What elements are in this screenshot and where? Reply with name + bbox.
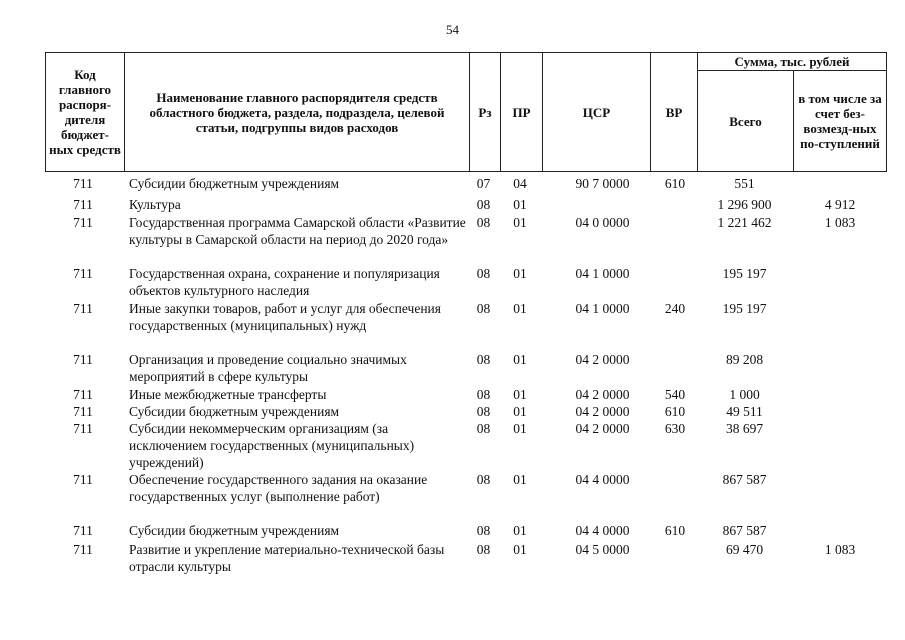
cell-csr: 90 7 0000	[575, 176, 630, 191]
cell-vr: 240	[664, 301, 686, 316]
cell-code: 711	[73, 197, 93, 212]
cell-rz: 08	[476, 404, 491, 419]
cell-code: 711	[73, 523, 93, 538]
cell-code: 711	[73, 404, 93, 419]
col-border	[45, 52, 46, 172]
cell-total: 195 197	[722, 266, 767, 281]
page-number: 54	[446, 22, 459, 37]
cell-total: 195 197	[722, 301, 767, 316]
cell-code: 711	[73, 266, 93, 281]
cell-name: Государственная охрана, сохранение и популяризация объектов культурного наследия	[129, 266, 440, 298]
cell-csr: 04 2 0000	[575, 404, 630, 419]
cell-rz: 08	[476, 523, 491, 538]
cell-csr: 04 0 0000	[575, 215, 630, 230]
cell-grants: 1 083	[824, 215, 856, 230]
cell-code: 711	[73, 542, 93, 557]
cell-csr: 04 2 0000	[575, 352, 630, 367]
cell-pr: 01	[513, 472, 527, 487]
header-csr: ЦСР	[582, 104, 611, 120]
cell-rz: 08	[476, 387, 491, 402]
cell-total: 89 208	[725, 352, 764, 367]
cell-code: 711	[73, 387, 93, 402]
cell-total: 551	[734, 176, 755, 191]
table-row	[45, 386, 887, 403]
table-row	[45, 403, 887, 420]
cell-code: 711	[73, 301, 93, 316]
cell-total: 49 511	[726, 404, 763, 419]
cell-csr: 04 4 0000	[575, 523, 630, 538]
cell-code: 711	[73, 176, 93, 191]
col-border	[886, 52, 887, 172]
cell-csr: 04 1 0000	[575, 301, 630, 316]
header-pr: ПР	[512, 104, 531, 120]
cell-csr: 04 1 0000	[575, 266, 630, 281]
cell-rz: 07	[476, 176, 491, 191]
cell-pr: 01	[513, 523, 527, 538]
cell-rz: 08	[476, 215, 491, 230]
table-row	[45, 175, 887, 193]
cell-name: Субсидии бюджетным учреждениям	[129, 176, 340, 191]
cell-csr: 04 2 0000	[575, 421, 630, 436]
cell-rz: 08	[476, 421, 491, 436]
cell-rz: 08	[476, 352, 491, 367]
cell-pr: 04	[513, 176, 527, 191]
cell-code: 711	[73, 352, 93, 367]
table-row	[45, 420, 887, 471]
header-rz: Рз	[478, 104, 492, 120]
header-bottom-border	[45, 171, 887, 172]
header-total: Всего	[729, 113, 762, 129]
cell-name: Субсидии бюджетным учреждениям	[129, 404, 340, 419]
cell-rz: 08	[476, 266, 491, 281]
cell-code: 711	[73, 472, 93, 487]
cell-grants: 4 912	[824, 197, 856, 212]
cell-name: Государственная программа Самарской области «Развитие культуры в Самарской области на период до 2020 года»	[129, 215, 466, 247]
cell-vr: 610	[664, 523, 686, 538]
cell-total: 867 587	[722, 523, 767, 538]
cell-pr: 01	[513, 421, 527, 436]
col-border	[124, 52, 125, 172]
table-row	[45, 214, 887, 265]
cell-rz: 08	[476, 472, 491, 487]
header-name: Наименование главного распорядителя средств областного бюджета, раздела, подраздела, целевой статьи, подгруппы видов расходов	[149, 89, 445, 135]
table-header	[45, 52, 887, 172]
table-row	[45, 300, 887, 351]
table-row	[45, 265, 887, 300]
cell-pr: 01	[513, 352, 527, 367]
cell-csr: 04 2 0000	[575, 387, 630, 402]
cell-total: 38 697	[725, 421, 764, 436]
table-row	[45, 541, 887, 576]
cell-total: 1 000	[729, 387, 760, 402]
cell-pr: 01	[513, 542, 527, 557]
cell-vr: 610	[664, 176, 686, 191]
cell-csr: 04 4 0000	[575, 472, 630, 487]
cell-pr: 01	[513, 387, 527, 402]
cell-code: 711	[73, 215, 93, 230]
cell-name: Иные закупки товаров, работ и услуг для обеспечения государственных (муниципальных) нужд	[129, 301, 441, 333]
table-row	[45, 471, 887, 522]
cell-rz: 08	[476, 301, 491, 316]
cell-name: Развитие и укрепление материально-технической базы отрасли культуры	[129, 542, 445, 574]
cell-total: 69 470	[725, 542, 764, 557]
header-grants: в том числе за счет без-возмезд-ных по-ступлений	[798, 91, 882, 151]
header-sum: Сумма, тыс. рублей	[734, 53, 850, 69]
cell-name: Организация и проведение социально значимых мероприятий в сфере культуры	[129, 352, 407, 384]
cell-pr: 01	[513, 197, 527, 212]
cell-pr: 01	[513, 266, 527, 281]
cell-total: 1 221 462	[717, 215, 772, 230]
cell-total: 867 587	[722, 472, 767, 487]
cell-name: Иные межбюджетные трансферты	[129, 387, 327, 402]
cell-pr: 01	[513, 215, 527, 230]
cell-pr: 01	[513, 404, 527, 419]
cell-pr: 01	[513, 301, 527, 316]
header-code: Код главного распоря-дителя бюджет-ных средств	[49, 67, 121, 157]
cell-vr: 630	[664, 421, 686, 436]
cell-vr: 610	[664, 404, 686, 419]
cell-rz: 08	[476, 197, 491, 212]
cell-total: 1 296 900	[717, 197, 772, 212]
cell-vr: 540	[664, 387, 686, 402]
header-vr: ВР	[665, 104, 683, 120]
cell-name: Обеспечение государственного задания на оказание государственных услуг (выполнение работ)	[129, 472, 428, 504]
cell-name: Субсидии бюджетным учреждениям	[129, 523, 340, 538]
cell-csr: 04 5 0000	[575, 542, 630, 557]
cell-code: 711	[73, 421, 93, 436]
table-row	[45, 196, 887, 214]
cell-rz: 08	[476, 542, 491, 557]
table-row	[45, 522, 887, 540]
cell-name: Культура	[129, 197, 181, 212]
col-border	[793, 70, 794, 172]
table-row	[45, 351, 887, 386]
cell-grants: 1 083	[824, 542, 856, 557]
cell-name: Субсидии некоммерческим организациям (за исключением государственных (муниципальных) учреждений)	[129, 421, 415, 470]
